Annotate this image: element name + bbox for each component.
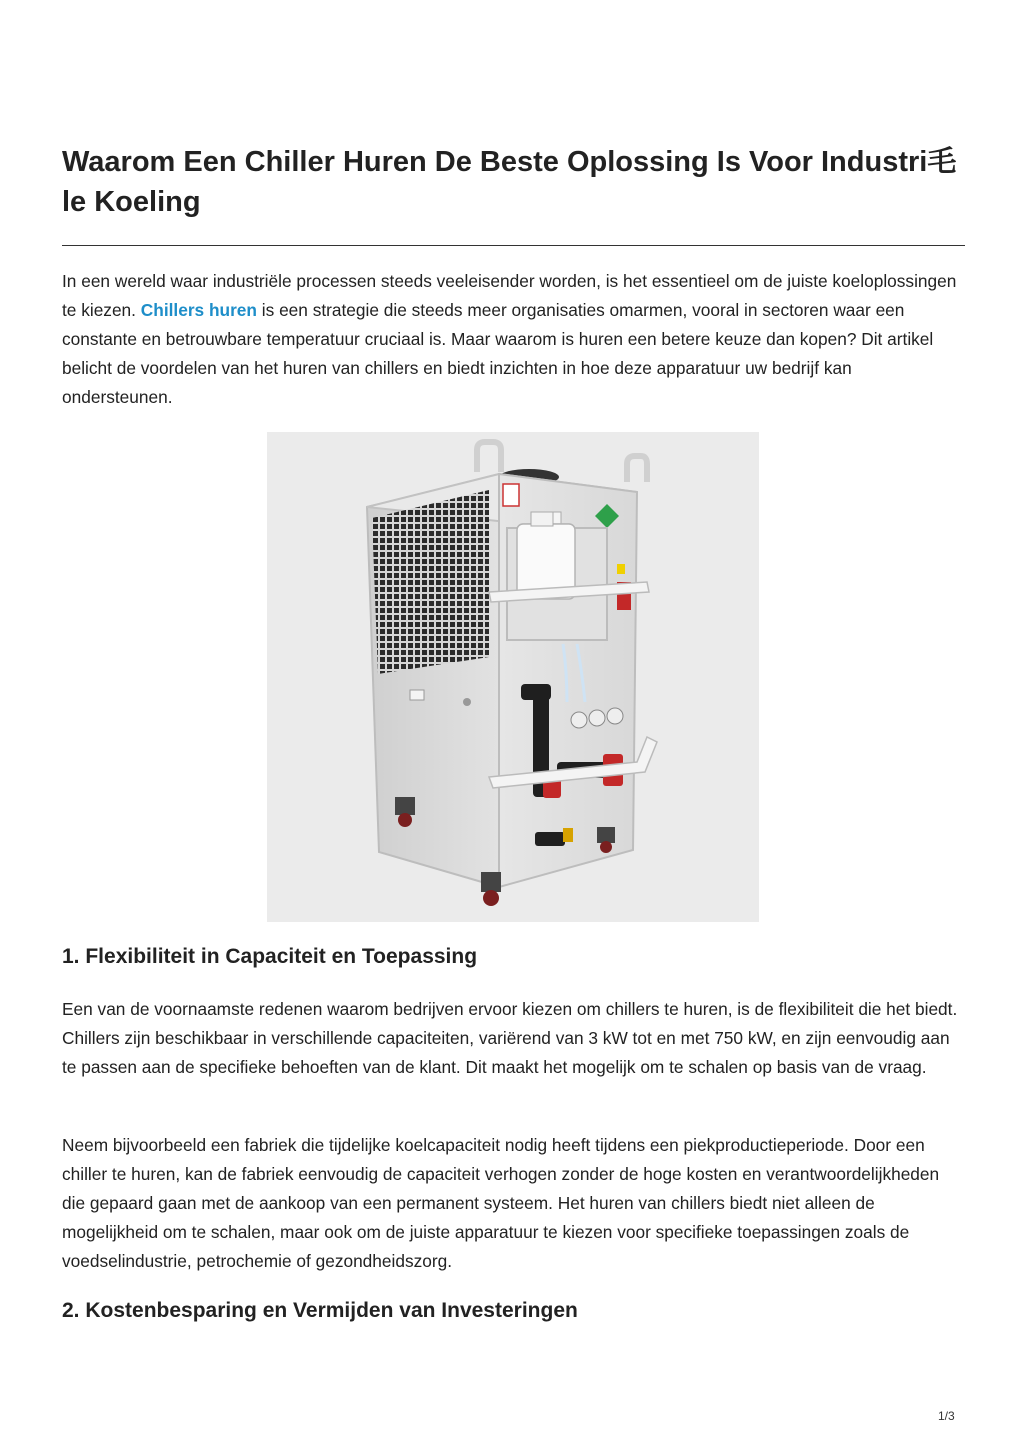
section-1-paragraph-1: Een van de voornaamste redenen waarom bedrijven ervoor kiezen om chillers te huren, is de flexibiliteit die het biedt. Chillers zijn beschikbaar in verschillende capaciteiten, variërend van 3 kW tot en met 750 kW, en zijn eenvoudig aan te passen aan de specifieke behoeften van de klant. Dit maakt het mogelijk om te schalen op basis van de vraag. [62, 999, 958, 1077]
title-divider [62, 245, 965, 246]
section-1-heading: 1. Flexibiliteit in Capaciteit en Toepassing [62, 945, 478, 968]
intro-text-before: In een wereld waar industriële processen steeds veeleisender worden, is het essentieel om de juiste koeloplossingen te kiezen. [62, 271, 957, 320]
article-title: Waarom Een Chiller Huren De Beste Oplossing Is Voor Industri毛le Koeling [62, 146, 957, 218]
page-number: 1/3 [938, 1409, 955, 1423]
chiller-unit-illustration [267, 432, 759, 922]
section-2-heading: 2. Kostenbesparing en Vermijden van Investeringen [62, 1299, 578, 1322]
chillers-huren-link[interactable]: Chillers huren [140, 300, 257, 320]
section-1-paragraph-2: Neem bijvoorbeeld een fabriek die tijdelijke koelcapaciteit nodig heeft tijdens een piekproductieperiode. Door een chiller te huren, kan de fabriek eenvoudig de capaciteit verhogen zonder de hoge kosten en verantwoordelijkheden die gepaard gaan met de aankoop van een permanent systeem. Het huren van chillers biedt niet alleen de mogelijkheid om te schalen, maar ook om de juiste apparatuur te kiezen voor specifieke toepassingen zoals de voedselindustrie, petrochemie of gezondheidszorg. [62, 1135, 940, 1271]
intro-text-after: is een strategie die steeds meer organisaties omarmen, vooral in sectoren waar een constante en betrouwbare temperatuur cruciaal is. Maar waarom is huren een betere keuze dan kopen? Dit artikel belicht de voordelen van het huren van chillers en biedt inzichten in hoe deze apparatuur uw bedrijf kan ondersteunen. [62, 300, 934, 407]
chiller-product-photo [267, 432, 759, 922]
intro-paragraph [62, 267, 966, 412]
